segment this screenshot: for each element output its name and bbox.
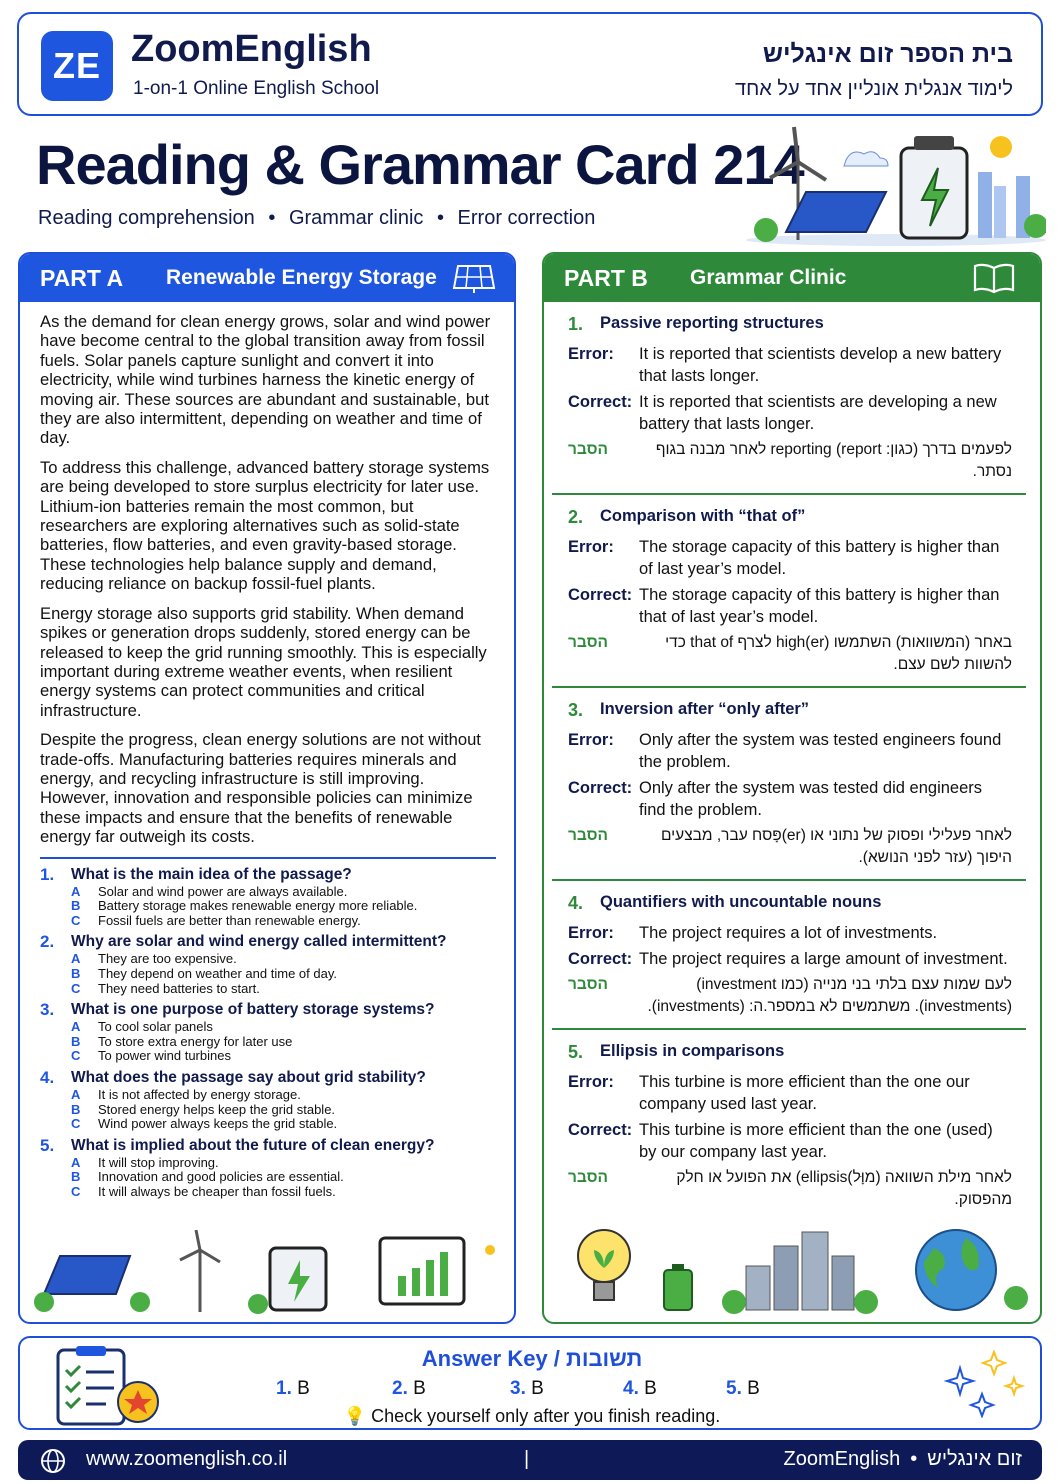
- item-number: 3.: [568, 700, 584, 720]
- website-link[interactable]: www.zoomenglish.co.il: [86, 1448, 288, 1470]
- error-sentence: It is reported that scientists develop a new battery that lasts longer.: [639, 345, 1002, 385]
- explain-label: הסבר: [568, 441, 608, 458]
- hebrew-subtitle: לימוד אנגלית אונליין אחד על אחד: [735, 78, 1013, 100]
- error-label: Error:: [568, 345, 614, 363]
- globe-icon: [40, 1448, 66, 1474]
- answer-key-title: Answer Key / תשובות: [421, 1346, 643, 1371]
- answer-item: 1. B: [276, 1378, 310, 1399]
- question-number: 3.: [40, 1000, 55, 1020]
- part-a-header: [20, 254, 514, 302]
- answer-item: 5. B: [726, 1378, 760, 1399]
- answer-option[interactable]: A Solar and wind power are always available.: [71, 883, 348, 899]
- separator: •: [436, 207, 444, 229]
- answer-option[interactable]: B They depend on weather and time of day.: [71, 965, 337, 981]
- item-number: 4.: [568, 893, 584, 913]
- logo: ZE: [41, 31, 113, 101]
- page-subtitle: [38, 207, 595, 230]
- answer-option[interactable]: B Stored energy helps keep the grid stable.: [71, 1101, 336, 1117]
- part-b-panel: [542, 252, 1042, 1324]
- footer-brand: [784, 1448, 1023, 1471]
- subtitle-item: Error correction: [457, 207, 596, 229]
- answer-option[interactable]: B To store extra energy for later use: [71, 1033, 293, 1049]
- answer-option[interactable]: B Innovation and good policies are essential.: [71, 1169, 344, 1185]
- explain-label: הסבר: [568, 976, 608, 993]
- grammar-item: [552, 302, 1026, 495]
- question-number: 2.: [40, 932, 55, 952]
- item-title: Passive reporting structures: [600, 314, 824, 332]
- subtitle-item: Reading comprehension: [38, 207, 255, 229]
- correct-sentence: The project requires a large amount of investment.: [639, 950, 1008, 968]
- question-text: What is one purpose of battery storage systems?: [71, 1001, 435, 1019]
- explanation: באחר (המשוואות) השתמשו high(er) לצרף that of כדי להשוות לשם עצם.: [665, 634, 1012, 673]
- question-text: What is implied about the future of clean energy?: [71, 1136, 435, 1154]
- answer-option[interactable]: C They need batteries to start.: [71, 980, 260, 996]
- answer-option[interactable]: A It is not affected by energy storage.: [71, 1086, 301, 1102]
- answer-option[interactable]: A It will stop improving.: [71, 1154, 219, 1170]
- item-title: Quantifiers with uncountable nouns: [600, 893, 882, 911]
- question: [40, 1068, 494, 1132]
- reading-passage: [20, 302, 514, 847]
- correct-sentence: This turbine is more efficient than the one (used) by our company last year.: [639, 1121, 993, 1161]
- answer-option[interactable]: C Fossil fuels are better than renewable energy.: [71, 912, 361, 928]
- question-text: What is the main idea of the passage?: [71, 865, 352, 883]
- question-text: What does the passage say about grid stability?: [71, 1068, 426, 1086]
- check-note: [20, 1406, 1044, 1427]
- renewable-energy-illustration: [746, 122, 1046, 246]
- footer-divider: |: [524, 1448, 530, 1470]
- brand-name: ZoomEnglish: [131, 28, 372, 70]
- part-b-header: [544, 254, 1040, 302]
- answer-item: 4. B: [623, 1378, 657, 1399]
- correct-label: Correct:: [568, 586, 633, 604]
- explanation: לפעמים בדרך (כגון: report) reporting לאחר מבנה בגוף נסתר.: [655, 441, 1012, 480]
- explanation: לאחר מילת השוואה (מוָּל)ellipsis) את הפועל או חלק מהפסוק.: [676, 1169, 1012, 1208]
- item-title: Comparison with “that of”: [600, 507, 806, 525]
- grammar-item: [552, 495, 1026, 688]
- item-number: 2.: [568, 507, 584, 527]
- question: [40, 865, 494, 929]
- error-label: Error:: [568, 538, 614, 556]
- item-title: Ellipsis in comparisons: [600, 1042, 785, 1060]
- answer-key: [18, 1336, 1042, 1430]
- correct-label: Correct:: [568, 950, 633, 968]
- answer-option[interactable]: C To power wind turbines: [71, 1048, 231, 1064]
- hebrew-school-name: בית הספר זום אינגליש: [762, 40, 1013, 68]
- footer: [18, 1440, 1042, 1480]
- part-a-panel: [18, 252, 516, 1324]
- correct-sentence: Only after the system was tested did engineers find the problem.: [639, 779, 983, 819]
- question-number: 5.: [40, 1135, 55, 1155]
- correct-label: Correct:: [568, 1121, 633, 1139]
- error-sentence: This turbine is more efficient than the one our company used last year.: [639, 1073, 970, 1113]
- question-number: 1.: [40, 864, 55, 884]
- separator: •: [268, 207, 276, 229]
- footer-separator: •: [910, 1448, 918, 1470]
- footer-brand-en: ZoomEnglish: [783, 1448, 901, 1470]
- answer-option[interactable]: C Wind power always keeps the grid stable.: [71, 1116, 338, 1132]
- question: [40, 1136, 494, 1200]
- grammar-item: [552, 688, 1026, 881]
- brand-subtitle: 1-on-1 Online English School: [133, 78, 380, 99]
- answer-option[interactable]: C It will always be cheaper than fossil fuels.: [71, 1183, 336, 1199]
- questions-list: [20, 859, 514, 1200]
- error-label: Error:: [568, 1073, 614, 1091]
- passage-paragraph: Despite the progress, clean energy solutions are not without trade-offs. Manufacturing batteries requires minerals and energy, and recycling infrastructure is still improving. However, innovation and responsible policies can minimize these impacts and ensure that the benefits of renewable energy far outweigh its costs.: [40, 730, 481, 847]
- part-b-label: PART B: [564, 264, 648, 291]
- answer-option[interactable]: A They are too expensive.: [71, 951, 237, 967]
- school-header: [17, 12, 1043, 116]
- question-number: 4.: [40, 1067, 55, 1087]
- item-title: Inversion after “only after”: [600, 700, 810, 718]
- grammar-item: [552, 881, 1026, 1030]
- subtitle-item: Grammar clinic: [288, 207, 424, 229]
- answer-item: 3. B: [510, 1378, 544, 1399]
- correct-sentence: It is reported that scientists are developing a new battery that lasts longer.: [639, 393, 997, 433]
- green-city-illustration: [556, 1226, 1032, 1316]
- correct-sentence: The storage capacity of this battery is higher than that of last year’s model.: [639, 586, 1000, 626]
- passage-paragraph: As the demand for clean energy grows, solar and wind power have become central to the global transition away from fossil fuels. Solar panels capture sunlight and convert it into electricity, while wind turbines harness the kinetic energy of moving air. These sources are abundant and sustainable, but they are also intermittent, depending on weather and time of day.: [40, 312, 491, 448]
- passage-paragraph: Energy storage also supports grid stability. When demand spikes or generation drops suddenly, stored energy can be released to keep the grid running smoothly. This is especially important during extreme weather events, when resilient energy systems can protect communities and critical infrastructure.: [40, 603, 487, 720]
- page-title: Reading & Grammar Card 214: [36, 133, 804, 196]
- explanation: לאחר פעלילי ופסוק של נתוני או (er)פָּסח עבר, מבצעים היפוך (עזר לפני הנושא).: [660, 827, 1012, 866]
- error-sentence: Only after the system was tested engineers found the problem.: [639, 731, 1002, 771]
- error-label: Error:: [568, 731, 614, 749]
- error-sentence: The storage capacity of this battery is higher than of last year’s model.: [639, 538, 1000, 578]
- question: [40, 1000, 494, 1064]
- item-number: 1.: [568, 314, 584, 334]
- sparkle-icon: [942, 1348, 1032, 1418]
- explain-label: הסבר: [568, 634, 608, 651]
- energy-devices-illustration: [30, 1230, 506, 1316]
- solar-panel-icon: [452, 262, 496, 294]
- explain-label: הסבר: [568, 1169, 608, 1186]
- check-note-text: Check yourself only after you finish reading.: [371, 1406, 721, 1426]
- item-number: 5.: [568, 1042, 584, 1062]
- error-label: Error:: [568, 924, 614, 942]
- part-a-label: PART A: [40, 264, 124, 291]
- explanation: לעם שמות עצם בלתי בני מנייה (כמו investment) (investments). משתמשים לא במספר.ה: (investments).: [647, 976, 1012, 1015]
- open-book-icon: [972, 262, 1016, 294]
- error-sentence: The project requires a lot of investments.: [639, 924, 938, 942]
- question-text: Why are solar and wind energy called intermittent?: [71, 933, 447, 951]
- answer-option[interactable]: B Battery storage makes renewable energy more reliable.: [71, 898, 418, 914]
- answer-option[interactable]: A To cool solar panels: [71, 1019, 213, 1035]
- lightbulb-icon: 💡: [343, 1406, 367, 1426]
- passage-paragraph: To address this challenge, advanced battery storage systems are being developed to store surplus electricity for later use. Lithium-ion batteries remain the most common, but researchers are exploring alternatives such as solid-state batteries, flow batteries, and even gravity-based storage. These technologies help balance supply and demand, reducing reliance on backup fossil-fuel plants.: [40, 457, 490, 594]
- part-a-title: Renewable Energy Storage: [166, 266, 437, 289]
- footer-brand-he: זום אינגליש: [927, 1448, 1022, 1470]
- part-b-title: Grammar Clinic: [690, 266, 847, 289]
- grammar-item: [552, 1030, 1026, 1221]
- explain-label: הסבר: [568, 827, 608, 844]
- correct-label: Correct:: [568, 393, 633, 411]
- answer-item: 2. B: [392, 1378, 426, 1399]
- question: [40, 932, 494, 996]
- correct-label: Correct:: [568, 779, 633, 797]
